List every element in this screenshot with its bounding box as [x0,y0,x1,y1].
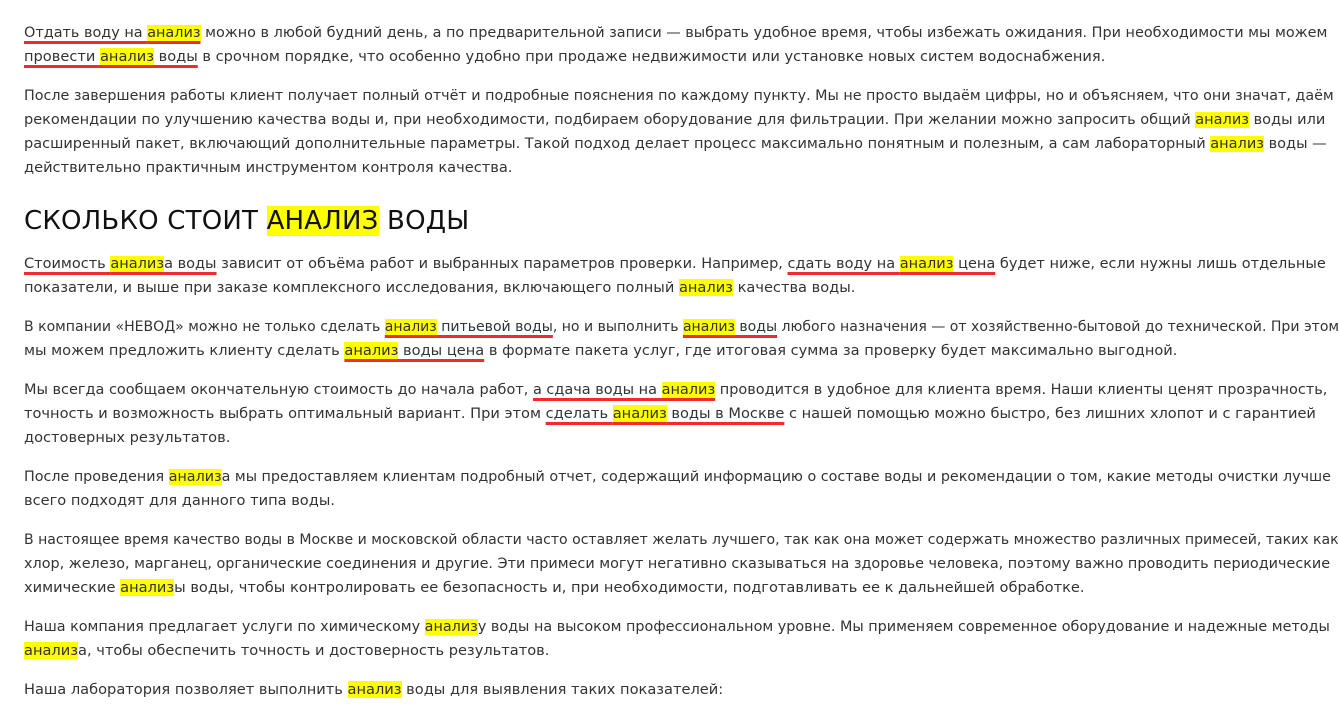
line: достоверных результатов. [24,429,231,446]
paragraph-4 [24,315,1339,363]
line: точность и возможность выбрать оптимальный вариант. При этом сделать анализ воды в Москве с нашей помощью можно быстро, без лишних хлопот и с гарантией [24,405,1316,422]
paragraph-7 [24,528,1339,600]
cut-off-text [24,0,1200,4]
link[interactable]: Отдать воду на анализ [24,25,201,41]
line: провести анализ воды в срочном порядке, что особенно удобно при продаже недвижимости или установке новых систем водоснабжения. [24,48,1106,65]
section-heading: СКОЛЬКО СТОИТ АНАЛИЗ ВОДЫ [24,206,470,236]
paragraph-2 [24,84,1334,180]
paragraph-3 [24,252,1324,300]
line: расширенный пакет, включающий дополнительные параметры. Такой подход делает процесс максимально понятным и полезным, а сам лабораторный анализ воды — [24,136,1327,152]
paragraph-1 [24,21,1328,69]
paragraph-5 [24,378,1328,450]
line: Стоимость анализа воды зависит от объёма работ и выбранных параметров проверки. Например, сдать воду на анализ цена будет ниже, если нужны лишь отдельные [24,256,1326,272]
paragraph-6 [24,465,1331,513]
link[interactable]: анализ воды цена [344,342,485,359]
line: Мы всегда сообщаем окончательную стоимость до начала работ, а сдача воды на анализ проводится в удобное для клиента время. Наши клиенты ценят прозрачность, [24,382,1328,398]
line: всего подходят для данного типа воды. [24,492,335,509]
link[interactable]: сделать анализ воды в Москве [545,405,785,422]
line: рекомендации по улучшению качества воды и, при необходимости, подбираем оборудование для фильтрации. При желании можно запросить общий анализ воды или [24,112,1326,128]
cut-off-line [24,0,1324,4]
line: В компании «НЕВОД» можно не только сделать анализ питьевой воды, но и выполнить анализ воды любого назначения — от хозяйственно-бытовой до технической. При этом [24,319,1339,335]
line: Наша компания предлагает услуги по химическому анализу воды на высоком профессиональном уровне. Мы применяем современное оборудование и надежные методы [24,619,1330,635]
paragraph-9 [24,678,1324,702]
line: В настоящее время качество воды в Москве и московской области часто оставляет желать лучшего, так как она может содержать множество различных примесей, таких как [24,532,1339,548]
link[interactable]: сдать воду на анализ цена [787,256,996,272]
line: Отдать воду на анализ можно в любой будний день, а по предварительной записи — выбрать удобное время, чтобы избежать ожидания. При необходимости мы можем [24,25,1328,41]
line: После проведения анализа мы предоставляем клиентам подробный отчет, содержащий информацию о составе воды и рекомендации о том, какие методы очистки лучше [24,469,1331,485]
link[interactable]: анализ воды [682,319,778,335]
link[interactable]: анализ питьевой воды [384,319,553,335]
line: анализа, чтобы обеспечить точность и достоверность результатов. [24,642,550,659]
line: мы можем предложить клиенту сделать анализ воды цена в формате пакета услуг, где итоговая сумма за проверку будет максимально выгодной. [24,342,1178,359]
line: После завершения работы клиент получает полный отчёт и подробные пояснения по каждому пункту. Мы не просто выдаём цифры, но и объясняем, что они значат, даём [24,88,1334,104]
line: Наша лаборатория позволяет выполнить анализ воды для выявления таких показателей: [24,681,724,698]
line: химические анализы воды, чтобы контролировать ее безопасность и, при необходимости, подготавливать ее к дальнейшей обработке. [24,579,1085,596]
paragraph-8 [24,615,1330,663]
link[interactable]: Стоимость анализа воды [24,256,217,272]
line: хлор, железо, марганец, органические соединения и другие. Эти примеси могут негативно сказываться на здоровье человека, поэтому важно проводить периодические [24,556,1331,572]
line: показатели, и выше при заказе комплексного исследования, включающего полный анализ качества воды. [24,279,856,296]
line: действительно практичным инструментом контроля качества. [24,159,513,176]
link[interactable]: провести анализ воды [24,48,198,65]
link[interactable]: а сдача воды на анализ [532,382,716,398]
